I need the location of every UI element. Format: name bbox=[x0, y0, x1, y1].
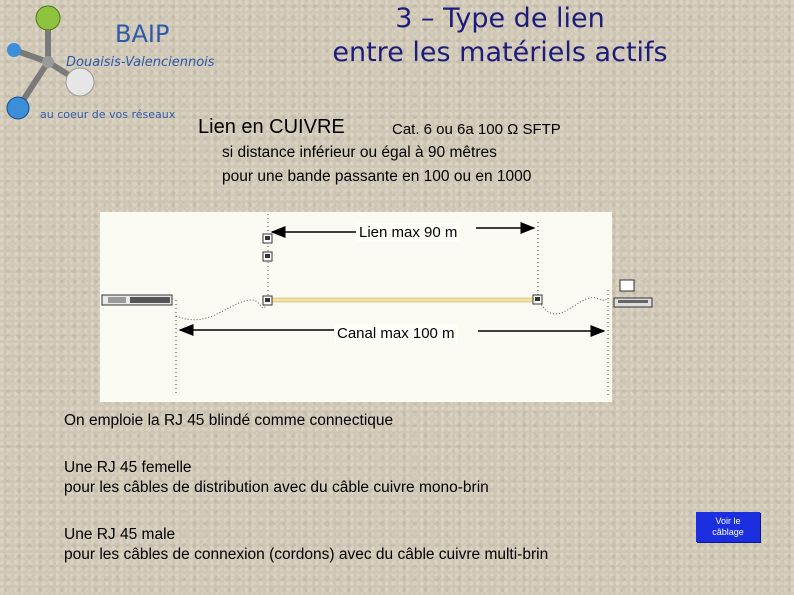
logo-name: BAIP bbox=[115, 20, 170, 48]
link-max-label: Lien max 90 m bbox=[356, 223, 460, 242]
female-connector-line-1: Une RJ 45 femelle bbox=[64, 459, 192, 476]
copper-spec: Cat. 6 ou 6a 100 Ω SFTP bbox=[392, 121, 561, 138]
horizontal-cable bbox=[272, 298, 534, 302]
logo-region: Douaisis-Valenciennois bbox=[66, 55, 215, 70]
link-channel-diagram bbox=[0, 195, 794, 410]
male-connector-line-1: Une RJ 45 male bbox=[64, 526, 176, 543]
distance-condition: si distance inférieur ou égal à 90 mêtres bbox=[222, 144, 497, 161]
baip-logo bbox=[0, 0, 240, 128]
female-connector-line-2: pour les câbles de distribution avec du câble cuivre mono-brin bbox=[64, 479, 489, 496]
channel-max-label: Canal max 100 m bbox=[334, 324, 458, 343]
connector-intro: On emploie la RJ 45 blindé comme connectique bbox=[64, 412, 394, 429]
right-outlet bbox=[533, 295, 542, 304]
network-switch bbox=[102, 295, 172, 305]
page-title-line-2: entre les matériels actifs bbox=[332, 37, 668, 68]
female-connector-text bbox=[64, 458, 489, 498]
male-connector-line-2: pour les câbles de connexion (cordons) avec du câble cuivre multi-brin bbox=[64, 546, 549, 563]
view-cabling-button-label: Voir le câblage bbox=[712, 516, 744, 537]
copper-heading: Lien en CUIVRE bbox=[198, 116, 345, 138]
male-connector-text bbox=[64, 525, 548, 565]
view-cabling-button[interactable] bbox=[696, 512, 760, 542]
logo-tagline: au coeur de vos réseaux bbox=[40, 108, 176, 121]
page-title-line-1: 3 – Type de lien bbox=[395, 3, 605, 34]
bandwidth-condition: pour une bande passante en 100 ou en 1000 bbox=[222, 168, 532, 185]
page-title bbox=[280, 2, 720, 70]
workstation bbox=[614, 280, 652, 307]
